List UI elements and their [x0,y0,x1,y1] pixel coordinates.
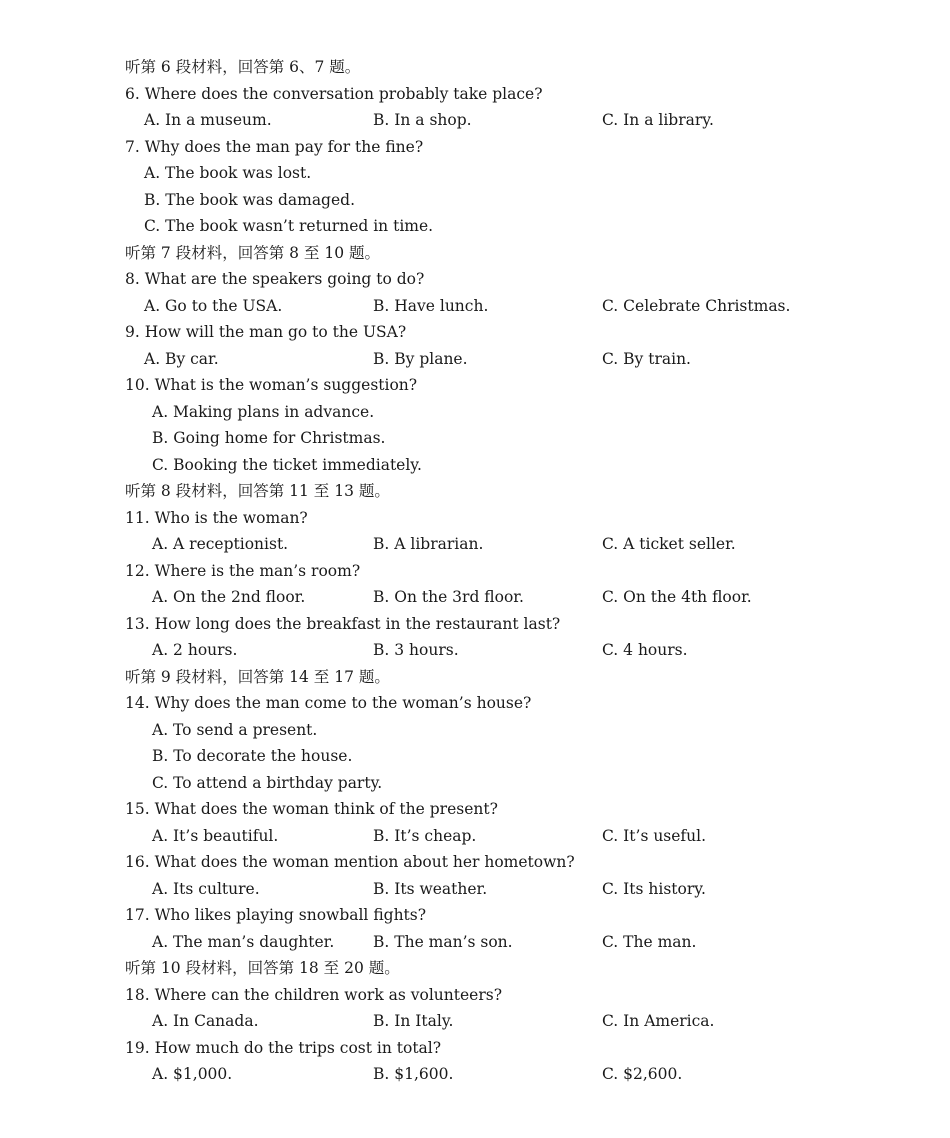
option-a[interactable]: A. Its culture. [152,880,260,898]
option-c[interactable]: C. 4 hours. [602,641,688,659]
question-stem [0,319,950,345]
question-stem [0,690,950,716]
options-row [0,293,950,319]
option-a[interactable]: A. Making plans in advance. [152,403,375,421]
option-a[interactable]: A. Go to the USA. [144,297,283,315]
options-row [0,346,950,372]
option-b[interactable]: B. To decorate the house. [152,747,353,765]
question-stem [0,982,950,1008]
option-c[interactable]: C. On the 4th floor. [602,588,752,606]
option-line [0,160,950,186]
section-heading [0,955,950,981]
section-heading-text: 听第 10 段材料，回答第 18 至 20 题。 [125,959,400,977]
question-stem [0,372,950,398]
question-stem [0,849,950,875]
option-line [0,770,950,796]
question-12-stem: 12. Where is the man’s room? [125,562,361,580]
question-15-stem: 15. What does the woman think of the present? [125,800,498,818]
option-line [0,717,950,743]
option-line [0,452,950,478]
section-heading-text: 听第 8 段材料，回答第 11 至 13 题。 [125,482,390,500]
question-stem [0,81,950,107]
options-row [0,876,950,902]
option-a[interactable]: A. In Canada. [152,1012,259,1030]
question-stem [0,266,950,292]
question-14-stem: 14. Why does the man come to the woman’s house? [125,694,532,712]
question-8-stem: 8. What are the speakers going to do? [125,270,425,288]
question-10-stem: 10. What is the woman’s suggestion? [125,376,418,394]
option-c[interactable]: C. Booking the ticket immediately. [152,456,422,474]
option-a[interactable]: A. 2 hours. [152,641,238,659]
option-c[interactable]: C. It’s useful. [602,827,707,845]
question-stem [0,134,950,160]
options-row [0,929,950,955]
option-b[interactable]: B. A librarian. [373,535,484,553]
option-a[interactable]: A. To send a present. [152,721,318,739]
section-heading-text: 听第 7 段材料，回答第 8 至 10 题。 [125,244,381,262]
options-row [0,531,950,557]
option-b[interactable]: B. By plane. [373,350,468,368]
option-a[interactable]: A. A receptionist. [152,535,289,553]
option-b[interactable]: B. It’s cheap. [373,827,477,845]
question-11-stem: 11. Who is the woman? [125,509,308,527]
option-a[interactable]: A. $1,000. [152,1065,233,1083]
question-9-stem: 9. How will the man go to the USA? [125,323,407,341]
option-c[interactable]: C. In America. [602,1012,715,1030]
option-b[interactable]: B. 3 hours. [373,641,459,659]
options-row [0,107,950,133]
question-stem [0,1035,950,1061]
option-a[interactable]: A. In a museum. [144,111,272,129]
question-stem [0,796,950,822]
option-b[interactable]: B. Going home for Christmas. [152,429,386,447]
option-line [0,425,950,451]
option-a[interactable]: A. The book was lost. [144,164,312,182]
option-a[interactable]: A. By car. [144,350,219,368]
option-line [0,187,950,213]
question-18-stem: 18. Where can the children work as volunteers? [125,986,503,1004]
option-c[interactable]: C. The book wasn’t returned in time. [144,217,434,235]
option-b[interactable]: B. On the 3rd floor. [373,588,524,606]
option-c[interactable]: C. Celebrate Christmas. [602,297,791,315]
question-16-stem: 16. What does the woman mention about her hometown? [125,853,575,871]
option-c[interactable]: C. In a library. [602,111,714,129]
option-b[interactable]: B. In Italy. [373,1012,454,1030]
options-row [0,1008,950,1034]
section-heading [0,478,950,504]
option-a[interactable]: A. On the 2nd floor. [152,588,306,606]
option-b[interactable]: B. $1,600. [373,1065,454,1083]
option-c[interactable]: C. $2,600. [602,1065,683,1083]
option-line [0,743,950,769]
option-b[interactable]: B. Its weather. [373,880,488,898]
question-19-stem: 19. How much do the trips cost in total? [125,1039,442,1057]
section-heading [0,54,950,80]
option-b[interactable]: B. Have lunch. [373,297,489,315]
section-heading-text: 听第 9 段材料，回答第 14 至 17 题。 [125,668,390,686]
option-c[interactable]: C. By train. [602,350,691,368]
question-stem [0,902,950,928]
question-17-stem: 17. Who likes playing snowball fights? [125,906,427,924]
question-stem [0,611,950,637]
option-c[interactable]: C. Its history. [602,880,706,898]
section-heading-text: 听第 6 段材料，回答第 6、7 题。 [125,58,361,76]
option-line [0,213,950,239]
question-13-stem: 13. How long does the breakfast in the restaurant last? [125,615,561,633]
section-heading [0,664,950,690]
question-7-stem: 7. Why does the man pay for the fine? [125,138,424,156]
question-6-stem: 6. Where does the conversation probably take place? [125,85,543,103]
options-row [0,637,950,663]
option-c[interactable]: C. The man. [602,933,697,951]
option-line [0,399,950,425]
question-stem [0,505,950,531]
option-c[interactable]: C. To attend a birthday party. [152,774,383,792]
option-c[interactable]: C. A ticket seller. [602,535,736,553]
question-stem [0,558,950,584]
options-row [0,823,950,849]
option-b[interactable]: B. The man’s son. [373,933,513,951]
option-a[interactable]: A. It’s beautiful. [152,827,279,845]
option-b[interactable]: B. The book was damaged. [144,191,356,209]
options-row [0,584,950,610]
option-b[interactable]: B. In a shop. [373,111,472,129]
options-row [0,1061,950,1087]
section-heading [0,240,950,266]
option-a[interactable]: A. The man’s daughter. [152,933,335,951]
